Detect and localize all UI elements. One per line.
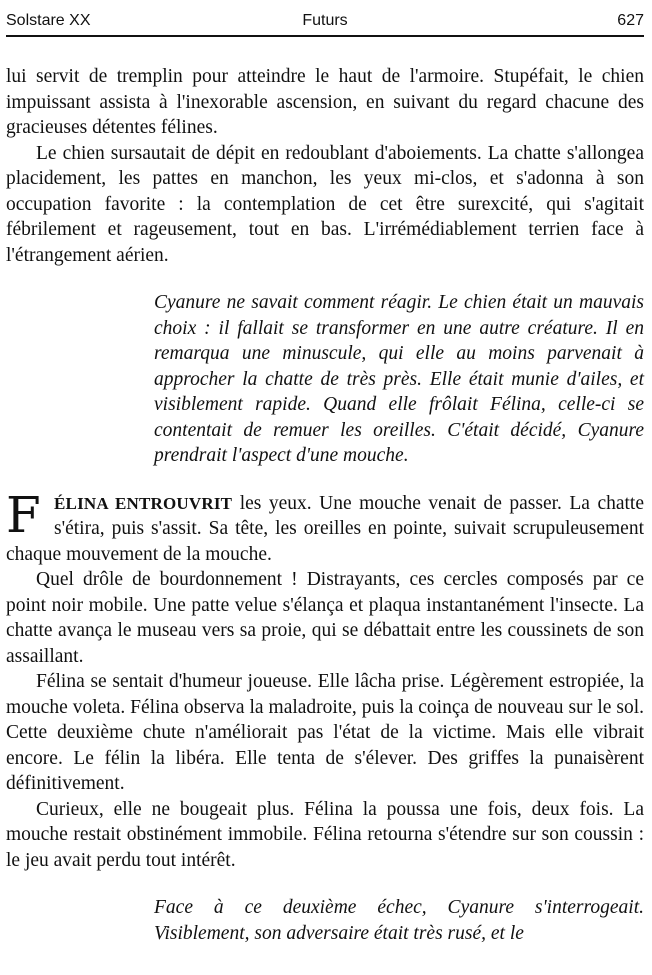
paragraph-1: lui servit de tremplin pour atteindre le haut de l'armoire. Stupéfait, le chien impuissant assista à l'inexorable ascension, en suivant du regard chacune des gracieuses détentes félines. [6, 66, 644, 138]
section-title: Futurs [302, 12, 348, 29]
paragraph-6: Curieux, elle ne bougeait plus. Félina la poussa une fois, deux fois. La mouche restait obstinément immobile. Félina retourna s'étendre sur son coussin : le jeu avait perdu tout intérêt. [6, 798, 644, 871]
drop-cap: F [6, 485, 41, 544]
page-number: 627 [617, 12, 644, 29]
italic-interlude-2: Face à ce deuxième échec, Cyanure s'interrogeait. Visiblement, son adversaire était très rusé, et le [154, 897, 644, 944]
paragraph-opening [6, 485, 644, 568]
paragraph-4: Quel drôle de bourdonnement ! Distrayants, ces cercles composés par ce point noir mobile. Une patte velue s'élança et plaqua instantanément l'insecte. La chatte avança le museau vers sa proie, qui se débattait entre les coussinets de son assaillant. [6, 569, 644, 667]
lead-in-words: ÉLINA ENTROUVRIT [54, 493, 233, 513]
running-header [6, 10, 644, 36]
italic-interlude-1: Cyanure ne savait comment réagir. Le chien était un mauvais choix : il fallait se transformer en une autre créature. Il en remarqua une minuscule, qui elle au moins parvenait à approcher la chatte de très près. Elle était munie d'ailes, et visiblement rapide. Quand elle frôlait Félina, celle-ci se contentait de remuer les oreilles. C'était décidé, Cyanure prendrait l'aspect d'une mouche. [154, 292, 644, 466]
header-rule [6, 35, 644, 37]
journal-title: Solstare XX [6, 12, 91, 29]
paragraph-2: Le chien sursautait de dépit en redoublant d'aboiements. La chatte s'allongea placidement, les pattes en manchon, les yeux mi-clos, et s'adonna à son occupation favorite : la contemplation de cet être surexcité, qui s'agitait fébrilement et rageusement, tout en bas. L'irrémédiablement terrien face à l'étrangement aérien. [6, 142, 644, 266]
section-opening [6, 485, 644, 568]
paragraph-5: Félina se sentait d'humeur joueuse. Elle lâcha prise. Légèrement estropiée, la mouche voleta. Félina observa la maladroite, puis la coinça de nouveau sur le sol. Cette deuxième chute n'améliorait pas l'état de la victime. Mais elle vibrait encore. Le félin la libéra. Elle tenta de s'élever. Des griffes la punaisèrent définitivement. [6, 671, 644, 794]
page-body [6, 64, 644, 946]
paragraph-opening-text: les yeux. Une mouche venait de passer. La chatte s'étira, puis s'assit. Sa tête, les oreilles en pointe, suivait scrupuleusement chaque mouvement de la mouche. [6, 492, 644, 565]
